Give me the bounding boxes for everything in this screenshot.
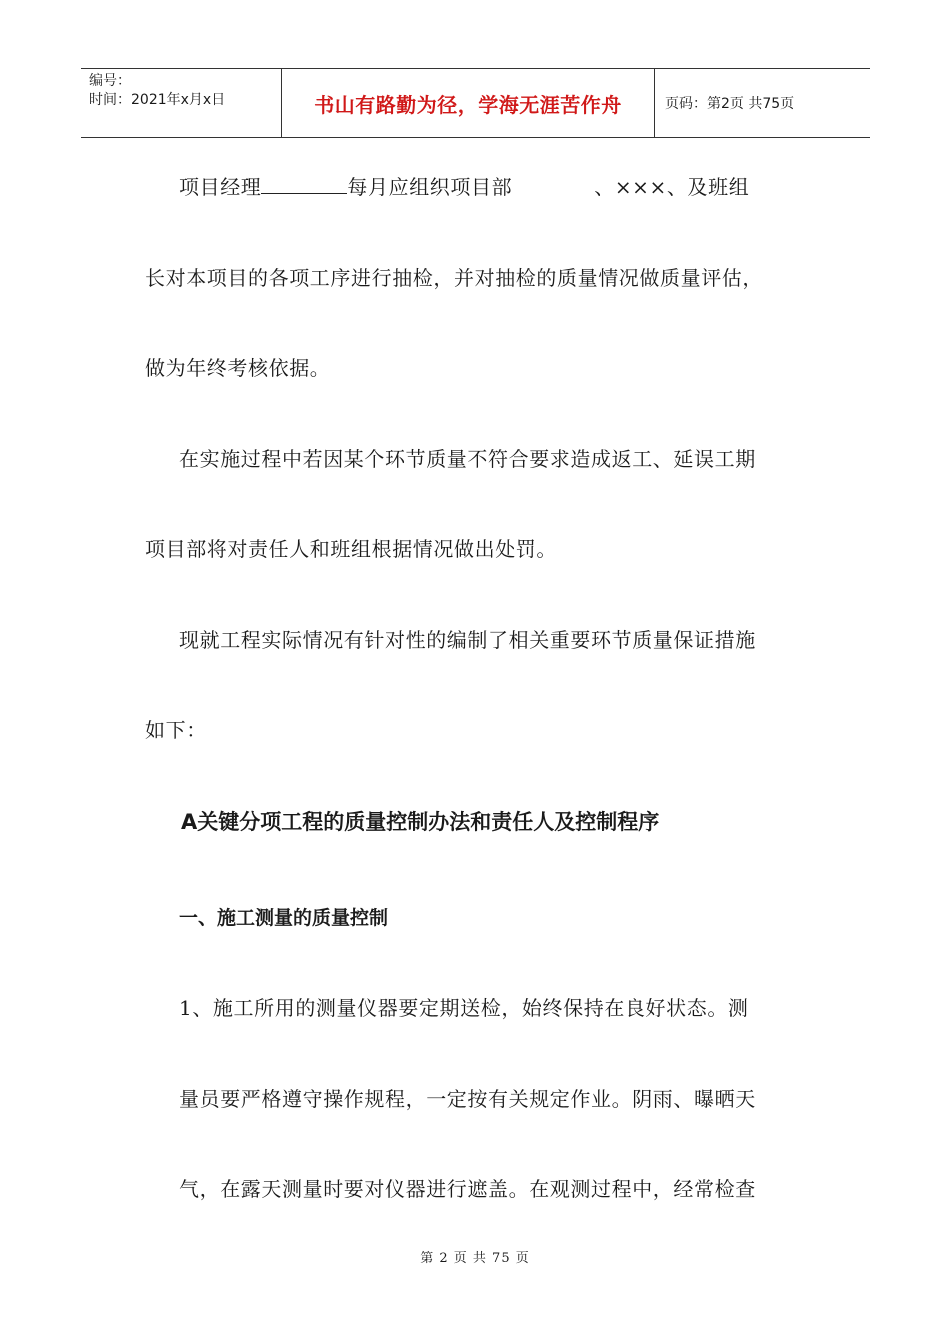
- header-page-info: 页码：第2页 共75页: [665, 96, 795, 112]
- paragraph-3-line-2: 如下：: [145, 718, 207, 742]
- paragraph-1-line-3: 做为年终考核依据。: [145, 356, 331, 380]
- paragraph-1-text-a: 项目经理: [179, 175, 262, 199]
- item-1-line-2: 量员要严格遵守操作规程，一定按有关规定作业。阴雨、曝晒天: [179, 1087, 756, 1111]
- document-date-label: 时间：2021年x月x日: [89, 92, 226, 108]
- header-motto: 书山有路勤为径，学海无涯苦作舟: [282, 69, 655, 137]
- document-header: [81, 68, 870, 138]
- fill-in-blank: [261, 175, 347, 194]
- document-number-label: 编号：: [89, 73, 131, 89]
- item-1-line-1: 1、施工所用的测量仪器要定期送检，始终保持在良好状态。测: [179, 996, 749, 1020]
- section-title: A关键分项工程的质量控制办法和责任人及控制程序: [181, 810, 660, 834]
- item-1-line-3: 气，在露天测量时要对仪器进行遮盖。在观测过程中，经常检查: [179, 1177, 756, 1201]
- paragraph-2-line-2: 项目部将对责任人和班组根据情况做出处罚。: [145, 537, 557, 561]
- paragraph-3-line-1: 现就工程实际情况有针对性的编制了相关重要环节质量保证措施: [179, 628, 756, 652]
- paragraph-1-text-b: 每月应组织项目部: [347, 175, 513, 199]
- paragraph-2-line-1: 在实施过程中若因某个环节质量不符合要求造成返工、延误工期: [179, 447, 756, 471]
- paragraph-1-line-2: 长对本项目的各项工序进行抽检，并对抽检的质量情况做质量评估，: [145, 266, 763, 290]
- header-meta: [81, 69, 282, 137]
- paragraph-1-text-c: 、×××、及班组: [594, 175, 750, 199]
- page-footer: 第 2 页 共 75 页: [420, 1251, 530, 1266]
- paragraph-1-line-1: [179, 171, 749, 200]
- subsection-title: 一、施工测量的质量控制: [179, 907, 389, 929]
